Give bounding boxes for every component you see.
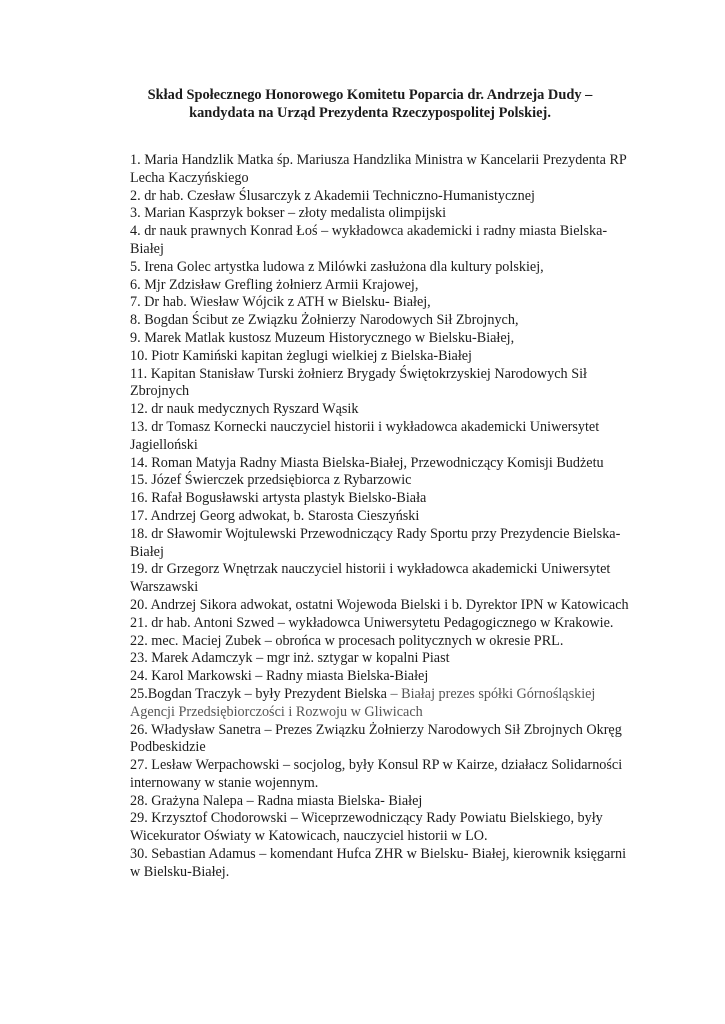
list-item: 2. dr hab. Czesław Ślusarczyk z Akademii Techniczno-Humanistycznej	[130, 187, 535, 204]
list-item: 29. Krzysztof Chodorowski – Wiceprzewodniczący Rady Powiatu Bielskiego, były Wicekurator Oświaty w Katowicach, nauczyciel historii w LO.	[130, 810, 603, 845]
list-item: 28. Grażyna Nalepa – Radna miasta Bielska- Białej	[130, 792, 423, 809]
list-item-continuation: – Biała	[386, 685, 432, 702]
list-item-lead: 25.Bogdan Traczyk – były Prezydent Bielska	[130, 685, 387, 702]
document-title	[100, 86, 640, 122]
list-item: 1. Maria Handzlik Matka śp. Mariusza Handzlika Ministra w Kancelarii Prezydenta RP Lecha Kaczyńskiego	[130, 152, 627, 186]
list-item: 26. Władysław Sanetra – Prezes Związku Żołnierzy Narodowych Sił Zbrojnych Okręg Podbeskidzie	[130, 721, 622, 756]
list-item: 30. Sebastian Adamus – komendant Hufca ZHR w Bielsku- Białej, kierownik księgarni w Bielsku-Białej.	[130, 846, 627, 880]
committee-member-list	[130, 152, 630, 882]
list-item: 20. Andrzej Sikora adwokat, ostatni Wojewoda Bielski i b. Dyrektor IPN w Katowicach	[130, 596, 629, 613]
list-item: 21. dr hab. Antoni Szwed – wykładowca Uniwersytetu Pedagogicznego w Krakowie.	[130, 614, 614, 631]
list-item: 14. Roman Matyja Radny Miasta Bielska-Białej, Przewodniczący Komisji Budżetu	[130, 454, 604, 471]
list-item: 5. Irena Golec artystka ludowa z Milówki zasłużona dla kultury polskiej,	[130, 258, 544, 275]
list-item: 12. dr nauk medycznych Ryszard Wąsik	[130, 401, 359, 418]
list-item: 16. Rafał Bogusławski artysta plastyk Bielsko-Biała	[130, 490, 427, 507]
title-line-2: kandydata na Urząd Prezydenta Rzeczypospolitej Polskiej.	[189, 105, 551, 121]
list-item: 19. dr Grzegorz Wnętrzak nauczyciel historii i wykładowca akademicki Uniwersytet Warszawski	[130, 561, 611, 596]
list-item-tail: j prezes spółki Górnośląskiej Agencji Przedsiębiorczości i Rozwoju w Gliwicach	[130, 685, 596, 720]
list-item: 23. Marek Adamczyk – mgr inż. sztygar w kopalni Piast	[130, 650, 450, 667]
list-item: 8. Bogdan Ścibut ze Związku Żołnierzy Narodowych Sił Zbrojnych,	[130, 312, 519, 329]
list-item: 6. Mjr Zdzisław Grefling żołnierz Armii Krajowej,	[130, 276, 419, 293]
list-item: 24. Karol Markowski – Radny miasta Bielska-Białej	[130, 668, 429, 685]
list-item: 22. mec. Maciej Zubek – obrońca w procesach politycznych w okresie PRL.	[130, 632, 564, 649]
list-item: 9. Marek Matlak kustosz Muzeum Historycznego w Bielsku-Białej,	[130, 329, 515, 346]
list-item: 7. Dr hab. Wiesław Wójcik z ATH w Bielsku- Białej,	[130, 294, 431, 311]
list-item: 27. Lesław Werpachowski – socjolog, były Konsul RP w Kairze, działacz Solidarności internowany w stanie wojennym.	[130, 757, 623, 791]
list-item: 11. Kapitan Stanisław Turski żołnierz Brygady Świętokrzyskiej Narodowych Sił Zbrojnych	[130, 365, 587, 400]
list-item: 10. Piotr Kamiński kapitan żeglugi wielkiej z Bielska-Białej	[130, 347, 473, 364]
list-item	[130, 686, 630, 722]
list-item: 17. Andrzej Georg adwokat, b. Starosta Cieszyński	[130, 507, 420, 524]
title-line-1: Skład Społecznego Honorowego Komitetu Poparcia dr. Andrzeja Dudy –	[147, 87, 593, 103]
list-item: 13. dr Tomasz Kornecki nauczyciel historii i wykładowca akademicki Uniwersytet Jagielloński	[130, 418, 600, 453]
list-item: 3. Marian Kasprzyk bokser – złoty medalista olimpijski	[130, 205, 447, 222]
list-item: 4. dr nauk prawnych Konrad Łoś – wykładowca akademicki i radny miasta Bielska-Białej	[130, 223, 608, 257]
list-item: 15. Józef Świerczek przedsiębiorca z Rybarzowic	[130, 472, 412, 489]
list-item: 18. dr Sławomir Wojtulewski Przewodniczący Rady Sportu przy Prezydencie Bielska-Białej	[130, 525, 621, 560]
